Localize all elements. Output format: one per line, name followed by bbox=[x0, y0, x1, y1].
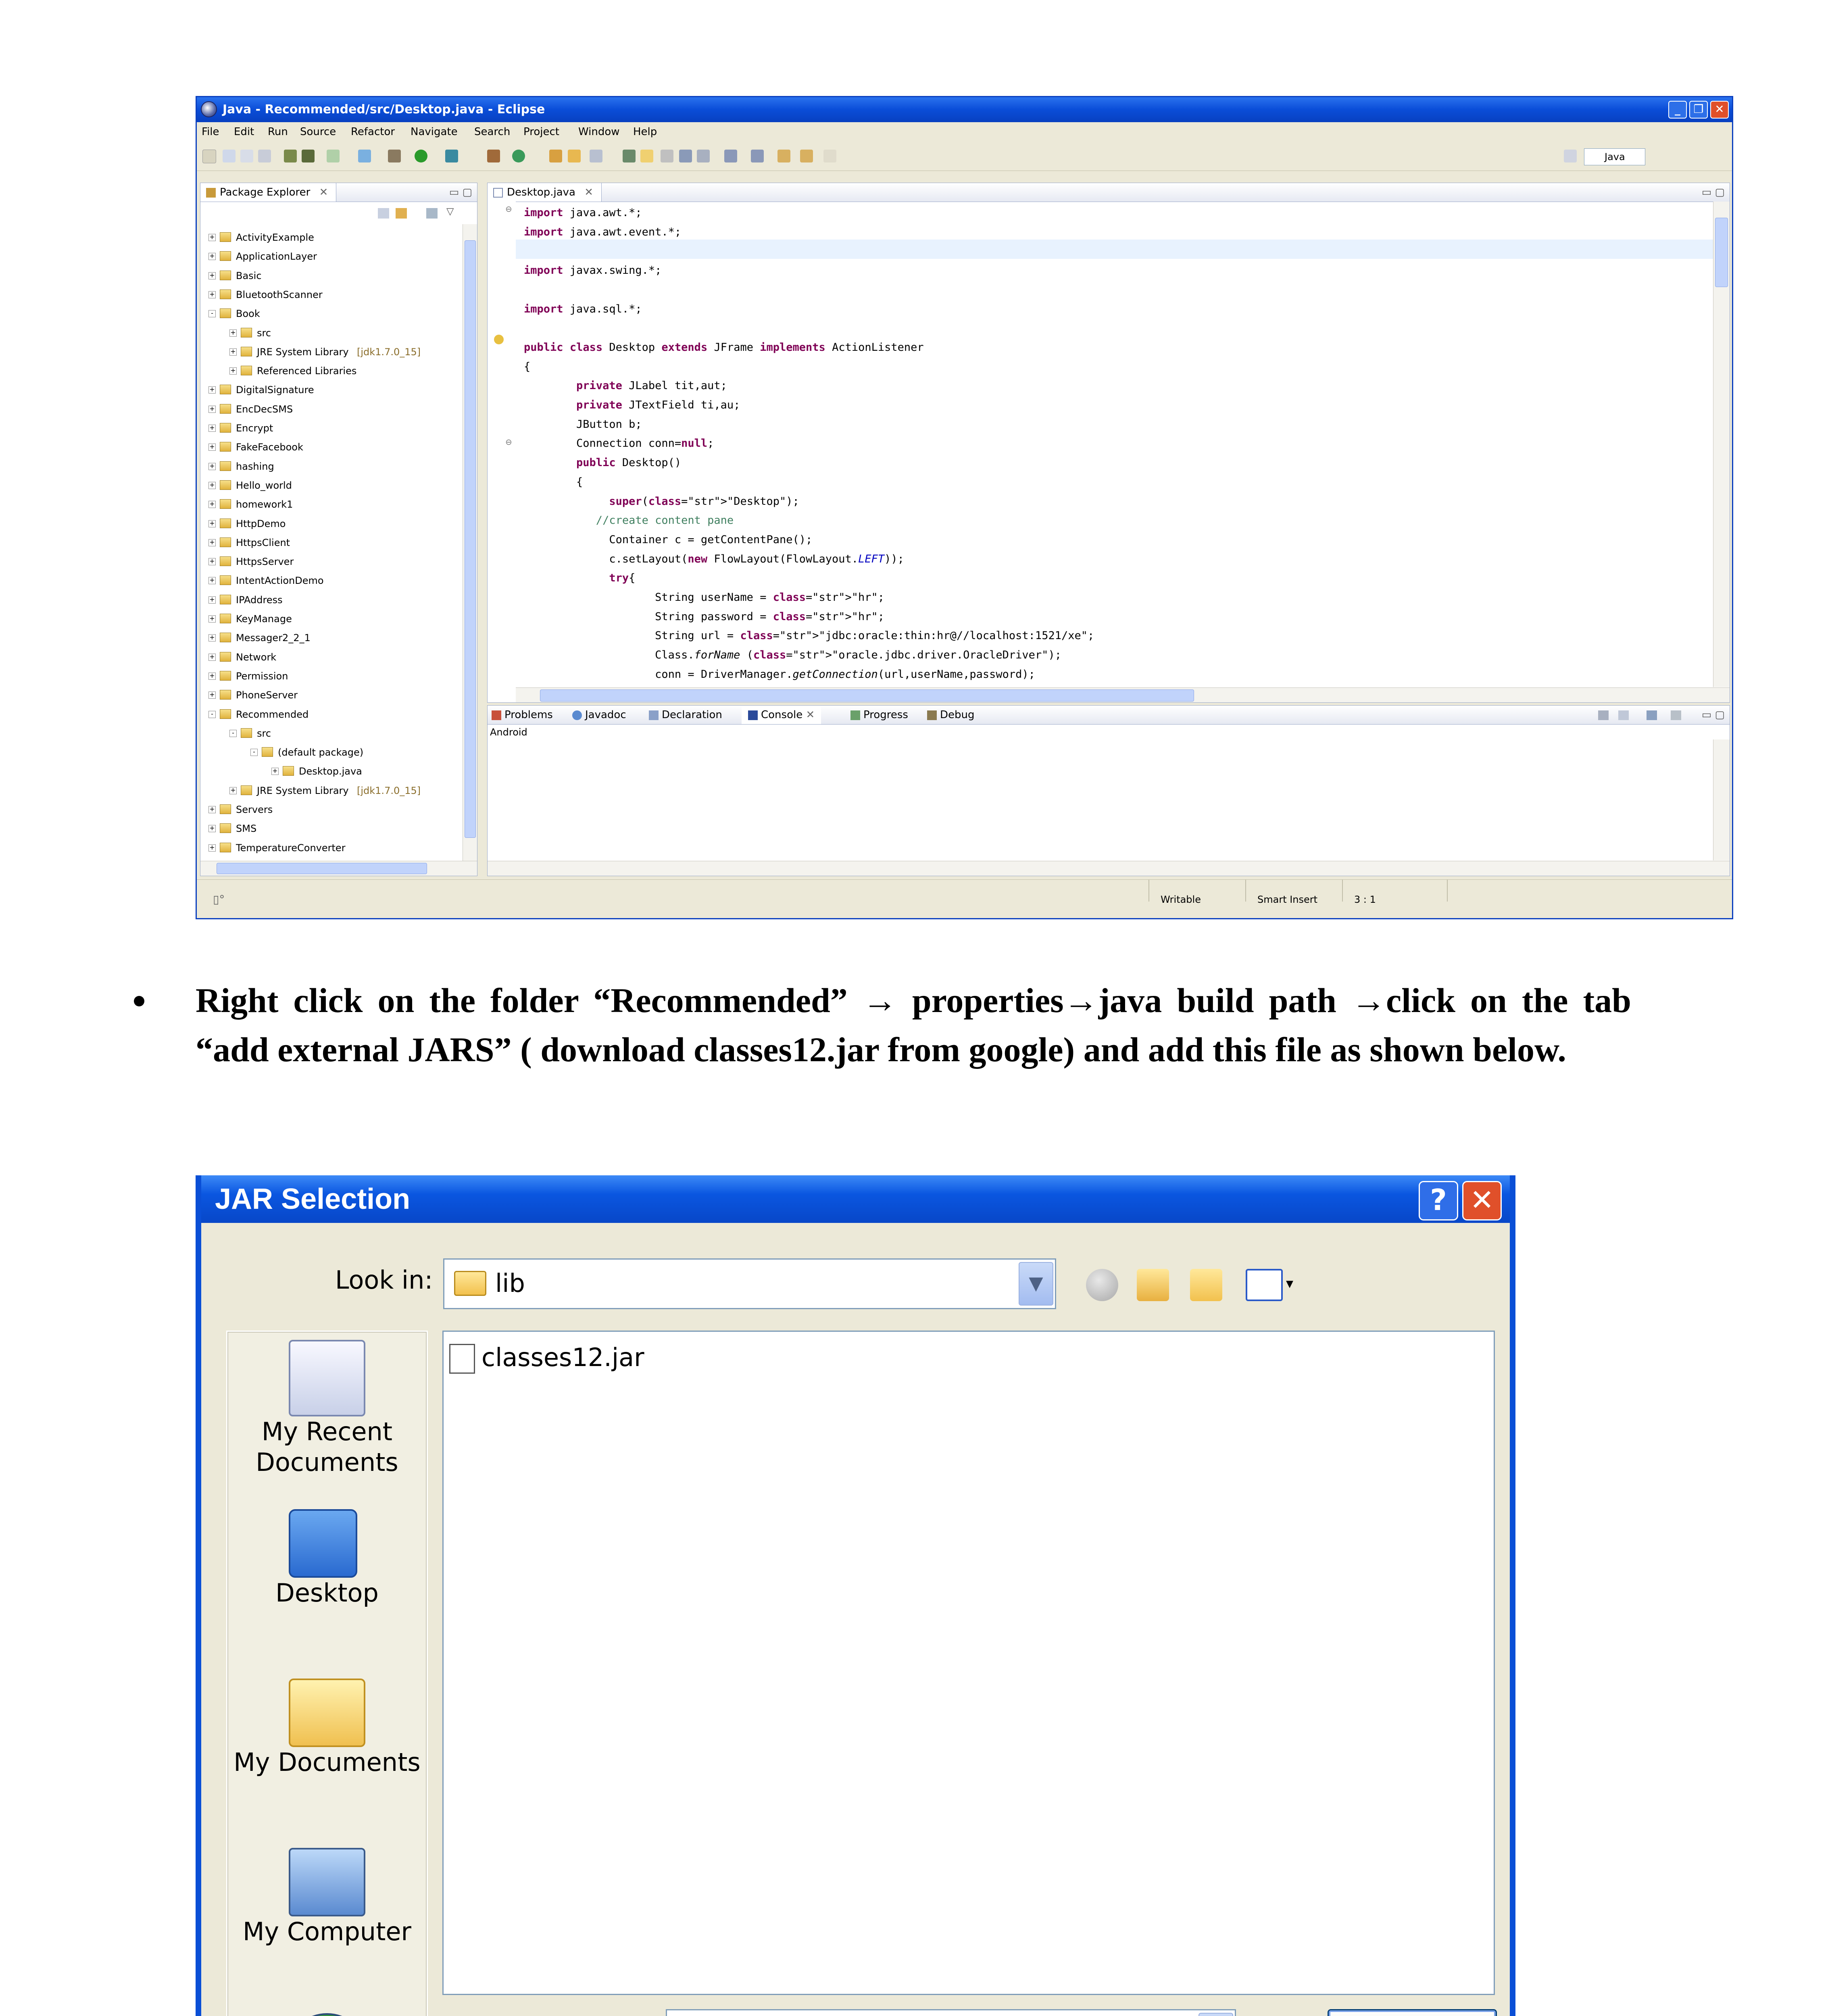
package-explorer-icon bbox=[206, 188, 216, 198]
code-line: String url = class="str">"jdbc:oracle:thin:hr@//localhost:1521/xe"; bbox=[524, 629, 1094, 642]
editor-hscroll-thumb[interactable] bbox=[540, 689, 1194, 702]
menu-project[interactable]: Project bbox=[523, 126, 559, 138]
project-folder-icon bbox=[220, 652, 231, 662]
tab-desktop-java[interactable]: Desktop.java ✕ bbox=[488, 183, 602, 202]
tree-item-label: homework1 bbox=[236, 499, 293, 510]
tree-item-label: Messager2_2_1 bbox=[236, 632, 311, 644]
close-tab-icon[interactable]: ✕ bbox=[319, 186, 328, 198]
place-my-network[interactable] bbox=[227, 2013, 427, 2016]
menu-search[interactable]: Search bbox=[474, 126, 511, 138]
tree-item-label: Hello_world bbox=[236, 479, 292, 491]
edit-icon[interactable] bbox=[640, 150, 653, 162]
file-item-label: classes12.jar bbox=[481, 1343, 644, 1372]
tree-item-label: src bbox=[257, 327, 271, 339]
expand-toggle-icon[interactable]: + bbox=[208, 406, 216, 413]
run-icon[interactable] bbox=[415, 150, 427, 162]
jar-selection-dialog bbox=[196, 1175, 1515, 2016]
explorer-hscroll-thumb[interactable] bbox=[217, 863, 427, 874]
collapse-toggle-icon[interactable]: - bbox=[250, 749, 258, 756]
print-icon[interactable] bbox=[258, 150, 271, 162]
collapse-toggle-icon[interactable]: - bbox=[229, 730, 237, 737]
package-explorer-header bbox=[200, 183, 477, 202]
restore-button[interactable]: ❐ bbox=[1689, 101, 1708, 119]
tree-item-label: HttpsServer bbox=[236, 556, 294, 568]
project-folder-icon bbox=[220, 690, 231, 700]
code-line: super(class="str">"Desktop"); bbox=[609, 495, 799, 508]
tree-item-label: hashing bbox=[236, 460, 274, 472]
expand-toggle-icon[interactable]: + bbox=[208, 520, 216, 527]
expand-toggle-icon[interactable]: + bbox=[208, 482, 216, 489]
tree-item-label: PhoneServer bbox=[236, 689, 298, 701]
current-line-highlight bbox=[516, 240, 1713, 259]
tree-item-label: KeyManage bbox=[236, 613, 292, 625]
menu-bar bbox=[197, 122, 1732, 142]
new-class-icon[interactable] bbox=[512, 150, 525, 162]
instruction-text: Right click on the folder “Recommended” → properties→java build path →click on the tab “add external JARS” ( download classes12.jar from google) and add this file as shown below. bbox=[196, 981, 1631, 1069]
code-line: public class Desktop extends JFrame implements ActionListener bbox=[524, 341, 924, 354]
up-one-level-icon[interactable] bbox=[1137, 1269, 1169, 1301]
eclipse-title-bar bbox=[197, 97, 1732, 122]
menu-file[interactable]: File bbox=[202, 126, 219, 138]
expand-toggle-icon[interactable]: + bbox=[229, 329, 237, 337]
code-line: conn = DriverManager.getConnection(url,userName,password); bbox=[524, 668, 1035, 681]
bullet-marker bbox=[134, 996, 144, 1006]
project-folder-icon bbox=[220, 442, 231, 452]
look-in-value: lib bbox=[495, 1268, 525, 1298]
project-folder-icon bbox=[241, 328, 252, 337]
code-line: private JTextField ti,au; bbox=[576, 399, 740, 411]
eclipse-window bbox=[196, 96, 1733, 919]
code-line: //create content pane bbox=[524, 514, 734, 527]
expand-toggle-icon[interactable]: + bbox=[208, 596, 216, 604]
explorer-horizontal-scrollbar[interactable] bbox=[200, 861, 477, 876]
run-external-icon[interactable] bbox=[445, 150, 458, 162]
expand-toggle-icon[interactable]: + bbox=[208, 386, 216, 394]
tree-item-label: IntentActionDemo bbox=[236, 575, 324, 587]
editor-horizontal-scrollbar[interactable] bbox=[516, 687, 1730, 702]
status-divider bbox=[1342, 880, 1343, 902]
editor-min-max-icon[interactable]: ▭ ▢ bbox=[1701, 186, 1725, 198]
status-insert-mode: Smart Insert bbox=[1257, 894, 1318, 905]
project-folder-icon bbox=[262, 747, 273, 757]
tree-item-label: HttpDemo bbox=[236, 518, 286, 529]
tab-declaration[interactable]: Declaration bbox=[649, 706, 722, 724]
console-view bbox=[487, 705, 1730, 876]
project-folder-icon bbox=[241, 366, 252, 375]
tree-item-label: JRE System Library bbox=[257, 785, 349, 796]
expand-toggle-icon[interactable]: + bbox=[229, 367, 237, 375]
close-console-icon[interactable]: ✕ bbox=[806, 709, 815, 721]
tree-item-label: ActivityExample bbox=[236, 232, 314, 243]
status-bar bbox=[197, 879, 1732, 919]
expand-toggle-icon[interactable]: + bbox=[208, 577, 216, 584]
menu-navigate[interactable]: Navigate bbox=[411, 126, 458, 138]
main-toolbar bbox=[197, 142, 1732, 171]
fold-icon-2[interactable]: ⊖ bbox=[505, 437, 512, 447]
view-menu-caret-icon[interactable]: ▾ bbox=[1286, 1275, 1294, 1292]
console-output: Android bbox=[490, 727, 527, 738]
place-my-documents[interactable]: My Documents bbox=[227, 1679, 427, 1778]
console-icon bbox=[748, 710, 758, 720]
console-horizontal-scrollbar[interactable] bbox=[488, 861, 1730, 876]
dialog-title: JAR Selection bbox=[215, 1183, 411, 1215]
checkbox-icon[interactable] bbox=[327, 150, 340, 162]
folder-icon bbox=[454, 1271, 486, 1296]
debug-icon[interactable] bbox=[388, 150, 401, 162]
look-in-chevron-down-icon[interactable]: ▼ bbox=[1019, 1262, 1053, 1306]
file-name-chevron-down-icon[interactable] bbox=[1198, 2013, 1233, 2016]
expand-toggle-icon[interactable]: + bbox=[208, 539, 216, 546]
project-folder-icon bbox=[220, 614, 231, 623]
collapse-all-icon[interactable] bbox=[378, 208, 389, 219]
jar-file-icon bbox=[449, 1344, 475, 1374]
close-editor-tab-icon[interactable]: ✕ bbox=[584, 186, 594, 198]
expand-toggle-icon[interactable]: + bbox=[208, 825, 216, 832]
expand-toggle-icon[interactable]: + bbox=[208, 844, 216, 852]
mark-occurrences-icon[interactable] bbox=[623, 150, 636, 162]
expand-toggle-icon[interactable]: + bbox=[208, 291, 216, 298]
expand-toggle-icon[interactable]: + bbox=[208, 253, 216, 260]
link-editor-icon[interactable] bbox=[396, 208, 407, 219]
place-my-recent-documents[interactable]: My Recent Documents bbox=[227, 1340, 427, 1478]
expand-toggle-icon[interactable]: + bbox=[229, 348, 237, 356]
warning-marker-icon[interactable] bbox=[494, 335, 504, 344]
project-folder-icon bbox=[241, 728, 252, 738]
java-file-icon bbox=[493, 188, 503, 198]
project-folder-icon bbox=[220, 633, 231, 642]
open-folder-icon[interactable] bbox=[568, 150, 581, 162]
tab-javadoc[interactable]: Javadoc bbox=[572, 706, 626, 724]
tree-item-label: Permission bbox=[236, 670, 288, 682]
my-network-icon bbox=[289, 2013, 365, 2016]
project-folder-icon bbox=[220, 480, 231, 490]
open-type-icon[interactable] bbox=[549, 150, 562, 162]
progress-icon bbox=[850, 710, 860, 720]
project-folder-icon bbox=[220, 671, 231, 681]
menu-run[interactable]: Run bbox=[268, 126, 288, 138]
tree-item-label: (default package) bbox=[278, 747, 364, 758]
project-folder-icon bbox=[220, 251, 231, 261]
file-list[interactable] bbox=[442, 1331, 1495, 1995]
code-editor[interactable] bbox=[487, 183, 1730, 703]
debug-tab-icon bbox=[927, 710, 937, 720]
block-selection-icon[interactable] bbox=[679, 150, 692, 162]
javadoc-icon bbox=[572, 710, 582, 720]
previous-annotation-icon[interactable] bbox=[751, 150, 764, 162]
expand-toggle-icon[interactable]: + bbox=[208, 691, 216, 699]
my-computer-icon bbox=[289, 1848, 365, 1916]
tree-item-label: JRE System Library bbox=[257, 346, 349, 358]
editor-header bbox=[488, 183, 1730, 202]
code-line: String password = class="str">"hr"; bbox=[524, 610, 885, 623]
toggle-icon[interactable] bbox=[661, 150, 673, 162]
project-folder-icon bbox=[220, 404, 231, 414]
android-sdk-icon[interactable] bbox=[358, 150, 371, 162]
build-icon[interactable] bbox=[284, 150, 297, 162]
fast-view-icon[interactable]: ▯° bbox=[213, 893, 225, 906]
project-folder-icon bbox=[220, 232, 231, 242]
tree-item-label: Servers bbox=[236, 804, 273, 815]
code-line: JButton b; bbox=[524, 418, 642, 431]
open-button[interactable] bbox=[1328, 2009, 1497, 2016]
problems-icon bbox=[492, 710, 501, 720]
code-line: import javax.swing.*; bbox=[524, 264, 662, 277]
pin-console-icon[interactable] bbox=[1647, 710, 1657, 720]
eclipse-logo-icon bbox=[201, 101, 217, 117]
tree-item-label: FakeFacebook bbox=[236, 442, 303, 453]
minimize-button[interactable]: _ bbox=[1668, 101, 1687, 119]
code-line: Connection conn=null; bbox=[524, 437, 714, 450]
menu-edit[interactable]: Edit bbox=[234, 126, 254, 138]
save-icon[interactable] bbox=[223, 150, 236, 162]
expand-toggle-icon[interactable]: + bbox=[208, 272, 216, 279]
menu-help[interactable]: Help bbox=[633, 126, 657, 138]
scroll-lock-icon[interactable] bbox=[1618, 710, 1629, 720]
code-line: { bbox=[524, 475, 583, 488]
recent-documents-icon bbox=[289, 1340, 365, 1416]
menu-refactor[interactable]: Refactor bbox=[351, 126, 395, 138]
help-button[interactable]: ? bbox=[1419, 1181, 1458, 1220]
look-in-dropdown[interactable] bbox=[443, 1258, 1056, 1309]
declaration-icon bbox=[649, 710, 659, 720]
code-line: private JLabel tit,aut; bbox=[576, 379, 727, 392]
expand-toggle-icon[interactable]: + bbox=[229, 787, 237, 794]
project-folder-icon bbox=[283, 766, 294, 776]
code-line: { bbox=[524, 360, 531, 373]
tree-item-label: Desktop.java bbox=[299, 766, 362, 777]
menu-source[interactable]: Source bbox=[300, 126, 336, 138]
tab-console[interactable]: Console ✕ bbox=[742, 706, 821, 724]
status-divider bbox=[1148, 880, 1149, 902]
tab-package-explorer[interactable]: Package Explorer ✕ bbox=[200, 183, 336, 202]
status-divider bbox=[1447, 880, 1448, 902]
last-edit-icon[interactable] bbox=[777, 150, 790, 162]
file-name-label bbox=[443, 2014, 572, 2016]
collapse-toggle-icon[interactable]: - bbox=[208, 711, 216, 718]
explorer-scroll-thumb[interactable] bbox=[465, 240, 476, 838]
console-min-max-icon[interactable]: ▭ ▢ bbox=[1701, 709, 1725, 721]
code-line: c.setLayout(new FlowLayout(FlowLayout.LEFT)); bbox=[524, 552, 904, 565]
editor-vertical-scrollbar[interactable] bbox=[1713, 202, 1730, 687]
next-annotation-icon[interactable] bbox=[724, 150, 737, 162]
project-folder-icon bbox=[220, 271, 231, 280]
tree-item-label: HttpsClient bbox=[236, 537, 290, 548]
tab-debug[interactable]: Debug bbox=[927, 706, 975, 724]
console-vertical-scrollbar[interactable] bbox=[1713, 739, 1730, 860]
forward-icon[interactable] bbox=[823, 150, 836, 162]
expand-toggle-icon[interactable]: + bbox=[208, 501, 216, 508]
expand-toggle-icon[interactable]: + bbox=[208, 463, 216, 470]
project-folder-icon bbox=[220, 308, 231, 318]
show-whitespace-icon[interactable] bbox=[697, 150, 710, 162]
perspective-java[interactable]: Java bbox=[1584, 148, 1645, 165]
dialog-title-bar bbox=[201, 1175, 1510, 1223]
code-line: import java.awt.*; bbox=[524, 206, 642, 219]
tree-item-label: DigitalSignature bbox=[236, 384, 314, 396]
status-writable: Writable bbox=[1161, 894, 1201, 905]
collapse-toggle-icon[interactable]: - bbox=[208, 310, 216, 317]
tree-item-label: BluetoothScanner bbox=[236, 289, 323, 300]
file-name-input[interactable] bbox=[666, 2009, 1236, 2016]
explorer-toolbar bbox=[200, 202, 477, 224]
code-line: Container c = getContentPane(); bbox=[524, 533, 813, 546]
tab-problems[interactable]: Problems bbox=[492, 706, 553, 724]
tree-item-label: src bbox=[257, 727, 271, 739]
my-documents-icon bbox=[289, 1679, 365, 1747]
project-folder-icon bbox=[241, 347, 252, 356]
tree-item-label: IPAddress bbox=[236, 594, 283, 606]
eclipse-title: Java - Recommended/src/Desktop.java - Eclipse bbox=[223, 102, 545, 117]
code-line: import java.sql.*; bbox=[524, 302, 642, 315]
project-folder-icon bbox=[220, 499, 231, 509]
project-folder-icon bbox=[220, 289, 231, 299]
tree-item-label: TemperatureConverter bbox=[236, 842, 346, 854]
status-divider bbox=[1245, 880, 1246, 902]
project-folder-icon bbox=[220, 709, 231, 719]
places-bar bbox=[226, 1331, 428, 2016]
tree-item-label: EncDecSMS bbox=[236, 403, 293, 415]
new-icon[interactable] bbox=[202, 150, 216, 163]
back-arrow-icon[interactable] bbox=[1086, 1269, 1118, 1301]
menu-window[interactable]: Window bbox=[578, 126, 620, 138]
expand-toggle-icon[interactable]: + bbox=[208, 634, 216, 641]
tree-item-label: ApplicationLayer bbox=[236, 251, 317, 262]
clear-console-icon[interactable] bbox=[1598, 710, 1609, 720]
tree-item-label: Book bbox=[236, 308, 260, 320]
open-perspective-icon[interactable] bbox=[1564, 150, 1577, 162]
build-all-icon[interactable] bbox=[302, 150, 315, 162]
tree-item-label: Network bbox=[236, 651, 277, 663]
code-line: public Desktop() bbox=[576, 456, 682, 469]
project-folder-icon bbox=[220, 461, 231, 471]
new-package-icon[interactable] bbox=[487, 150, 500, 162]
expand-toggle-icon[interactable]: + bbox=[208, 615, 216, 623]
tab-progress[interactable]: Progress bbox=[850, 706, 908, 724]
project-folder-icon bbox=[220, 537, 231, 547]
project-folder-icon bbox=[241, 785, 252, 795]
view-menu-chevron-icon[interactable]: ▽ bbox=[446, 206, 454, 217]
expand-toggle-icon[interactable]: + bbox=[271, 768, 279, 775]
project-folder-icon bbox=[220, 556, 231, 566]
expand-toggle-icon[interactable]: + bbox=[208, 444, 216, 451]
close-button[interactable]: ✕ bbox=[1710, 101, 1729, 119]
project-folder-icon bbox=[220, 595, 231, 604]
expand-toggle-icon[interactable]: + bbox=[208, 806, 216, 813]
view-menu-icon[interactable] bbox=[426, 208, 438, 219]
place-desktop[interactable]: Desktop bbox=[227, 1509, 427, 1608]
display-console-icon[interactable] bbox=[1671, 710, 1681, 720]
project-folder-icon bbox=[220, 423, 231, 433]
place-my-computer[interactable]: My Computer bbox=[227, 1848, 427, 1947]
status-cursor-position: 3 : 1 bbox=[1354, 894, 1376, 905]
desktop-icon bbox=[289, 1509, 357, 1578]
expand-toggle-icon[interactable]: + bbox=[208, 654, 216, 661]
tree-item-label: Referenced Libraries bbox=[257, 365, 357, 377]
project-folder-icon bbox=[220, 385, 231, 394]
code-line: import java.awt.event.*; bbox=[524, 225, 682, 238]
search-icon[interactable] bbox=[590, 150, 602, 162]
minimize-maximize-icon[interactable]: ▭ ▢ bbox=[449, 186, 472, 198]
tree-item-decoration: [jdk1.7.0_15] bbox=[357, 346, 421, 358]
code-line: try{ bbox=[609, 572, 636, 585]
create-new-folder-icon[interactable] bbox=[1190, 1269, 1222, 1301]
expand-toggle-icon[interactable]: + bbox=[208, 234, 216, 241]
tree-item-label: Recommended bbox=[236, 708, 309, 720]
tree-item-label: SMS bbox=[236, 823, 257, 835]
explorer-vertical-scrollbar[interactable] bbox=[463, 224, 477, 861]
tree-item-decoration: [jdk1.7.0_15] bbox=[357, 785, 421, 796]
project-folder-icon bbox=[220, 843, 231, 852]
fold-icon[interactable]: ⊖ bbox=[505, 204, 512, 214]
tree-item-label: Encrypt bbox=[236, 423, 273, 434]
save-all-icon[interactable] bbox=[240, 150, 253, 162]
project-folder-icon bbox=[220, 823, 231, 833]
code-line: Class.forName (class="str">"oracle.jdbc.driver.OracleDriver"); bbox=[524, 649, 1061, 662]
project-folder-icon bbox=[220, 575, 231, 585]
back-icon[interactable] bbox=[800, 150, 813, 162]
dialog-close-button[interactable]: ✕ bbox=[1462, 1181, 1502, 1220]
code-line: String userName = class="str">"hr"; bbox=[524, 591, 885, 604]
expand-toggle-icon[interactable]: + bbox=[208, 558, 216, 565]
editor-gutter bbox=[488, 202, 516, 687]
project-folder-icon bbox=[220, 519, 231, 528]
package-explorer-view bbox=[200, 183, 477, 876]
tree-item-label: Basic bbox=[236, 270, 262, 281]
project-folder-icon bbox=[220, 804, 231, 814]
view-menu-icon[interactable] bbox=[1246, 1269, 1283, 1301]
console-tabs bbox=[488, 706, 1730, 725]
expand-toggle-icon[interactable]: + bbox=[208, 425, 216, 432]
expand-toggle-icon[interactable]: + bbox=[208, 673, 216, 680]
editor-scroll-thumb[interactable] bbox=[1715, 218, 1728, 287]
look-in-label: Look in: bbox=[335, 1265, 433, 1295]
